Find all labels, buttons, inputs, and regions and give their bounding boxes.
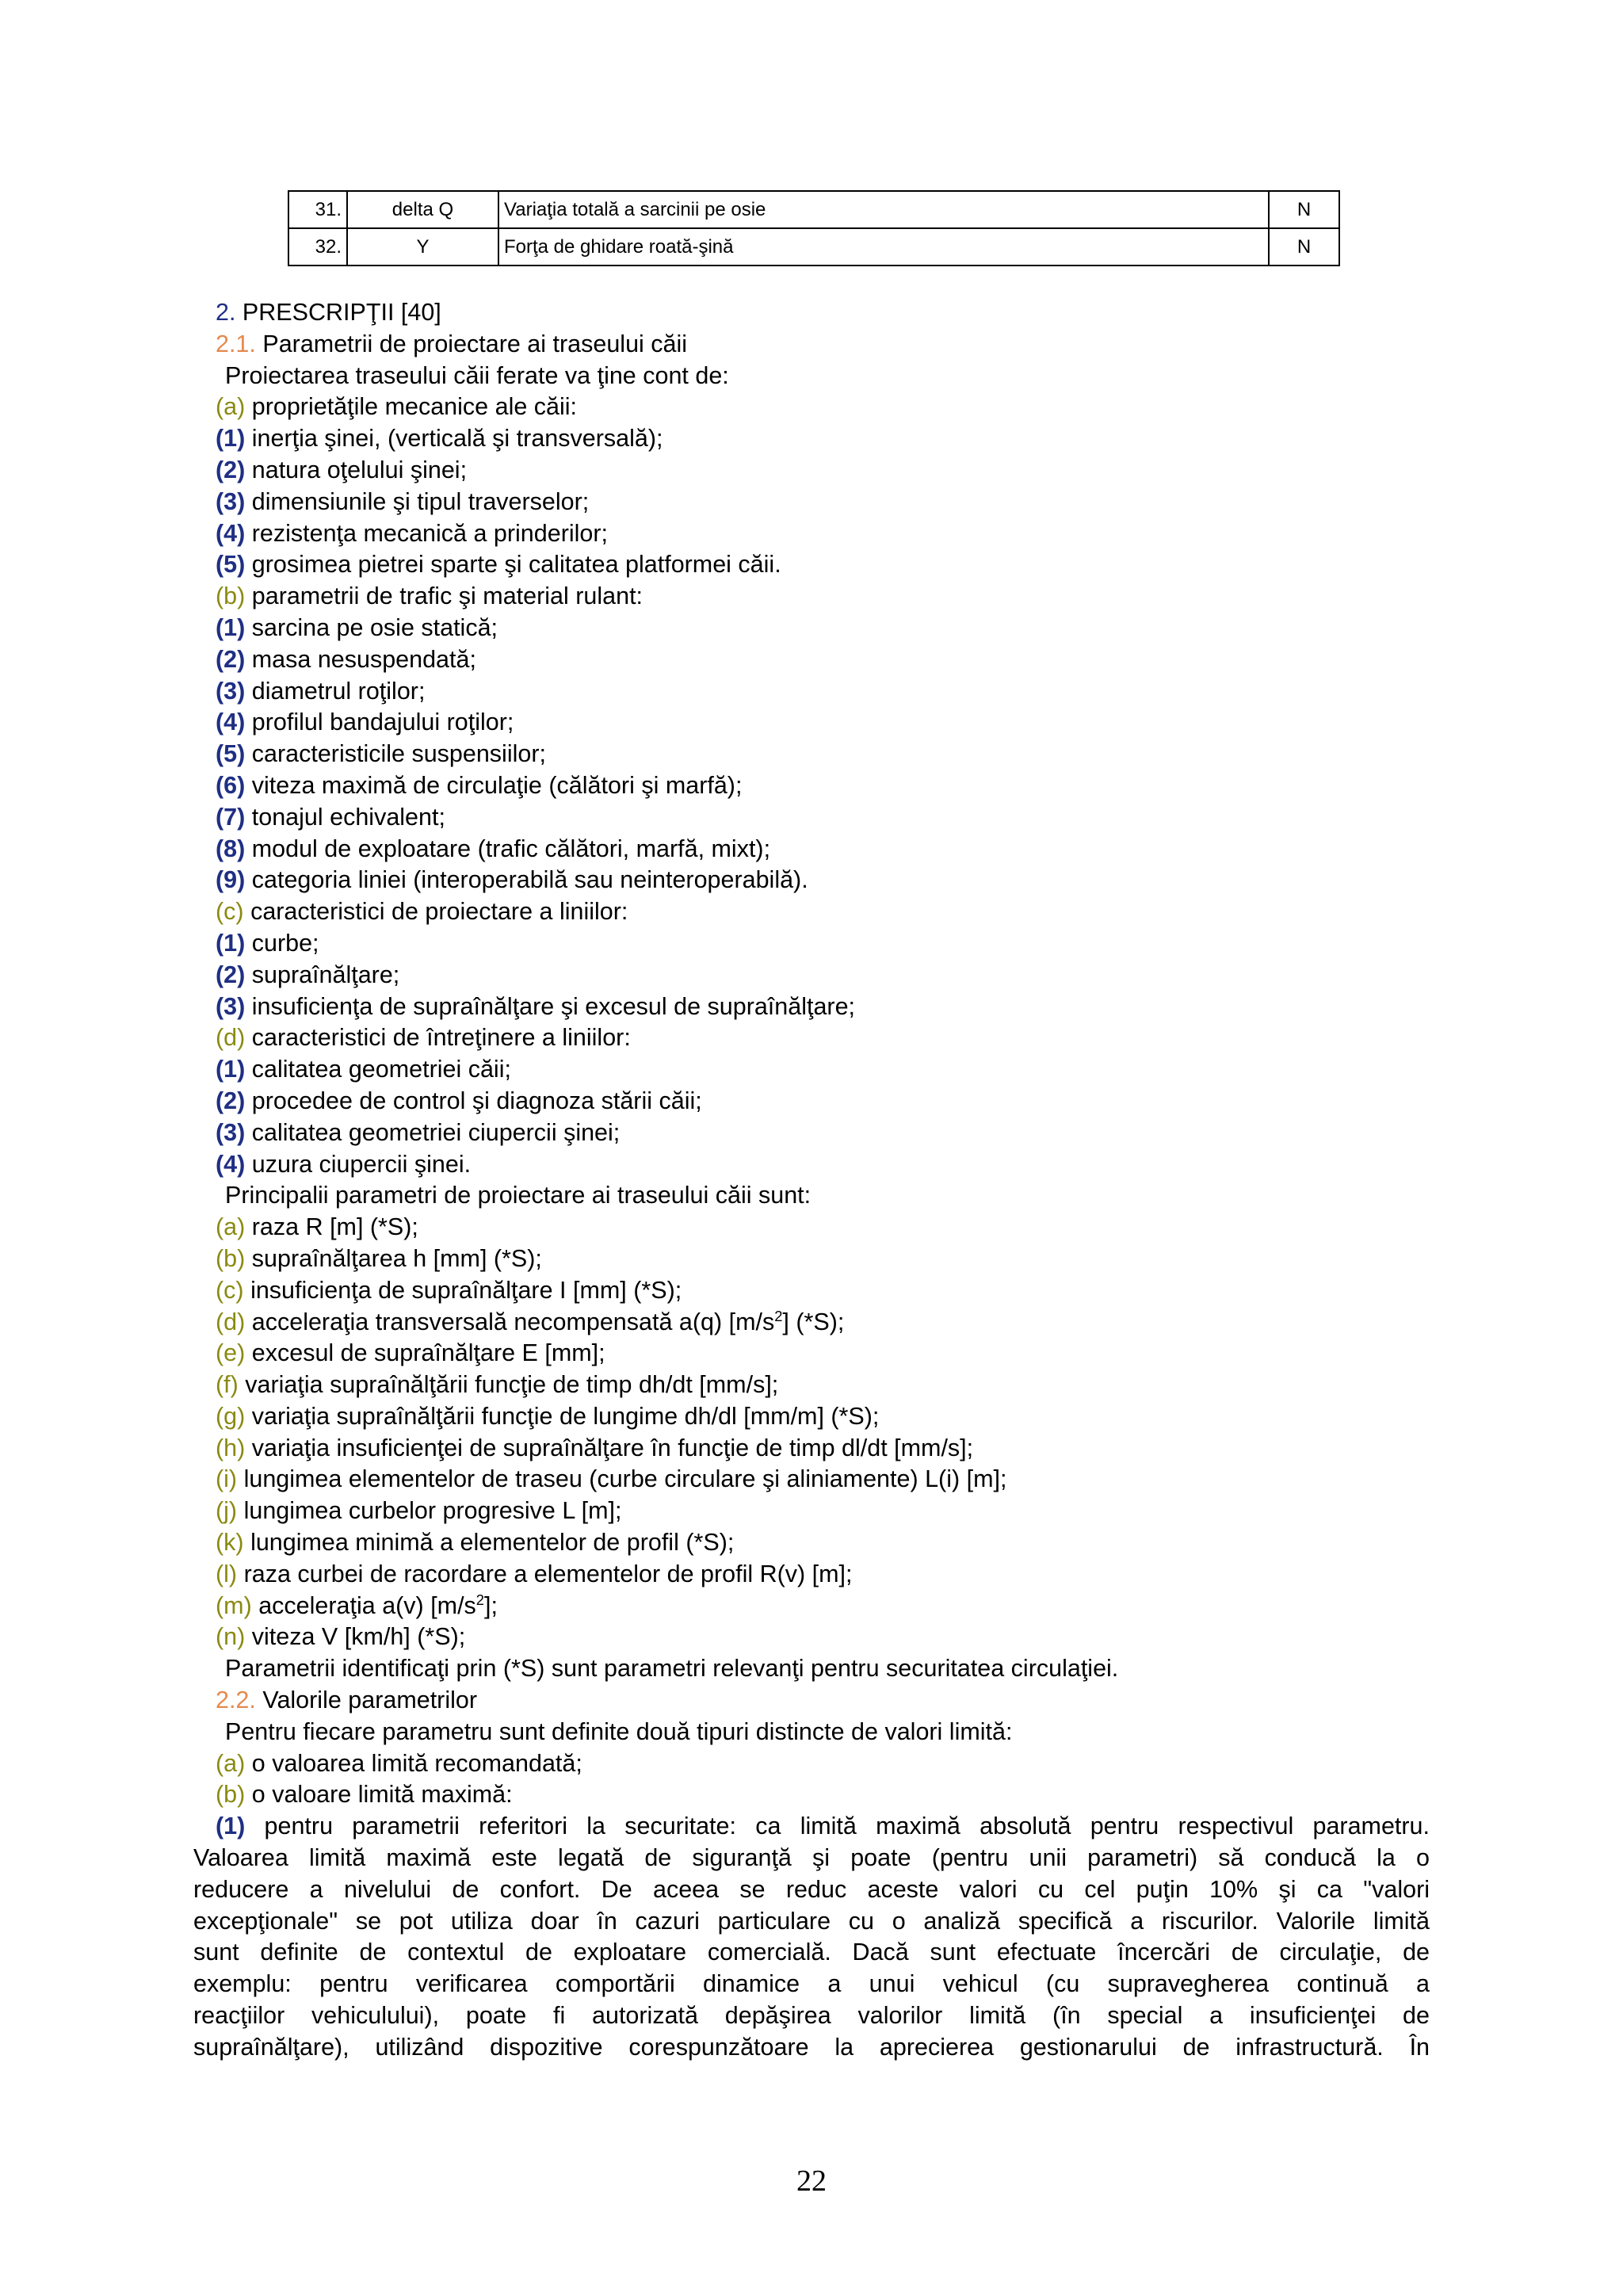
- list-marker: (f): [216, 1371, 239, 1399]
- row-unit: N: [1269, 191, 1339, 228]
- list-marker: (g): [216, 1402, 246, 1430]
- list-marker: (4): [216, 709, 246, 736]
- list-text: variaţia supraînălţării funcţie de lungime dh/dl [mm/m] (*S);: [251, 1402, 880, 1430]
- list-text: viteza V [km/h] (*S);: [251, 1623, 466, 1651]
- list-marker: (c): [216, 1276, 244, 1304]
- list-marker: (7): [216, 803, 246, 831]
- list-marker: (a): [216, 1749, 246, 1777]
- list-marker: (l): [216, 1560, 238, 1587]
- page-number: 22: [796, 2164, 827, 2198]
- row-symbol: delta Q: [347, 191, 498, 228]
- list-text: acceleraţia a(v) $[m/s^2]$;: [258, 1591, 498, 1619]
- list-item: [216, 1086, 1430, 1117]
- row-description: Forţa de ghidare roată-şină: [498, 228, 1269, 266]
- section-heading: [216, 297, 1430, 329]
- intro-text: Proiectarea traseului căii ferate va ţine cont de:: [225, 361, 729, 389]
- list-text: o valoare limită maximă:: [251, 1781, 513, 1809]
- list-marker: (d): [216, 1308, 246, 1335]
- superscript: 2: [774, 1307, 783, 1324]
- list-marker: (i): [216, 1465, 238, 1493]
- list-text: proprietăţile mecanice ale căii:: [251, 393, 578, 421]
- list-item: [216, 1779, 1430, 1811]
- list-item: [216, 1212, 1430, 1244]
- list-item: [216, 896, 1430, 928]
- list-item: [216, 1433, 1430, 1465]
- list-item: [216, 960, 1430, 991]
- paragraph-line: [216, 1811, 1430, 1843]
- list-marker: (3): [216, 992, 246, 1020]
- list-text: caracteristici de proiectare a liniilor:: [250, 898, 628, 926]
- list-item: [216, 455, 1430, 487]
- list-marker: (2): [216, 645, 246, 673]
- list-text: lungimea elementelor de traseu (curbe circulare şi aliniamente) L(i) [m];: [243, 1465, 1007, 1493]
- list-marker: (e): [216, 1339, 246, 1367]
- list-text: o valoarea limită recomandată;: [251, 1749, 582, 1777]
- list-text: lungimea curbelor progresive L [m];: [243, 1497, 622, 1525]
- subsection-number: 2.1.: [216, 330, 256, 357]
- list-item: [216, 1559, 1430, 1591]
- subsection-heading: [216, 1685, 1430, 1717]
- list-marker: (1): [216, 613, 246, 641]
- list-item: [216, 1117, 1430, 1149]
- subsection-number: 2.2.: [216, 1687, 256, 1714]
- list-marker: (b): [216, 1244, 246, 1272]
- list-item: [216, 865, 1430, 896]
- list-item: [216, 1591, 1430, 1622]
- paragraph-line: exemplu: pentru verificarea comportării dinamice a unui vehicul (cu supravegherea continuă a: [193, 1970, 1430, 1998]
- subsection-title: Valorile parametrilor: [262, 1687, 478, 1714]
- list-marker: (a): [216, 393, 246, 421]
- list-marker: (h): [216, 1434, 246, 1461]
- list-item: [216, 991, 1430, 1023]
- list-text: lungimea minimă a elementelor de profil (*S);: [250, 1529, 735, 1557]
- list-text: parametrii de trafic şi material rulant:: [251, 583, 643, 610]
- list-item: [216, 739, 1430, 770]
- list-text: caracteristicile suspensiilor;: [251, 740, 546, 768]
- list-marker: (1): [216, 929, 246, 957]
- list-item: [216, 834, 1430, 865]
- list-item: [216, 1527, 1430, 1559]
- list-item: [216, 1022, 1430, 1054]
- list-text: diametrul roţilor;: [251, 677, 426, 705]
- list-text: calitatea geometriei ciupercii şinei;: [251, 1118, 621, 1146]
- subsection-title: Parametrii de proiectare ai traseului căii: [262, 330, 688, 357]
- parameters-table: [288, 190, 1340, 266]
- list-text: raza R [m] (*S);: [251, 1213, 418, 1241]
- list-item: [216, 1307, 1430, 1339]
- list-item: [216, 581, 1430, 613]
- list-marker: (n): [216, 1623, 246, 1651]
- list-item: [216, 1622, 1430, 1653]
- list-text: variaţia insuficienţei de supraînălţare în funcţie de timp dl/dt [mm/s];: [251, 1434, 974, 1461]
- list-text: masa nesuspendată;: [251, 645, 476, 673]
- list-text: supraînălţarea h [mm] (*S);: [251, 1244, 542, 1272]
- list-item: [216, 1464, 1430, 1496]
- list-item: [216, 392, 1430, 423]
- list-marker: (1): [216, 1056, 246, 1083]
- list-text: caracteristici de întreţinere a liniilor:: [251, 1024, 631, 1052]
- list-item: [216, 487, 1430, 518]
- list-item: [216, 1244, 1430, 1275]
- list-text: curbe;: [251, 929, 319, 957]
- list-marker: (c): [216, 898, 244, 926]
- list-item: [216, 613, 1430, 644]
- paragraph-line: excepţionale" se pot utiliza doar în cazuri particulare cu o analiză specifică a riscurilor. Valorile limită: [193, 1907, 1430, 1935]
- table-row: [288, 228, 1339, 266]
- section-title: PRESCRIPŢII [40]: [242, 299, 441, 326]
- list-text: acceleraţia transversală necompensată a(q) $[m/s^2]$ (*S);: [251, 1307, 845, 1335]
- paragraph-text: pentru parametrii referitori la securitate: ca limită maximă absolută pentru respectivul parametru.: [264, 1813, 1430, 1840]
- list-text: dimensiunile şi tipul traverselor;: [251, 487, 590, 515]
- list-item: [216, 1370, 1430, 1401]
- list-text: calitatea geometriei căii;: [251, 1056, 511, 1083]
- list-item: [216, 770, 1430, 802]
- list-text: categoria liniei (interoperabilă sau neinteroperabilă).: [251, 866, 808, 894]
- list-item: [216, 1748, 1430, 1780]
- list-item: [216, 1338, 1430, 1370]
- list-item: [216, 707, 1430, 739]
- row-description: Variaţia totală a sarcinii pe osie: [498, 191, 1269, 228]
- list-marker: (m): [216, 1591, 252, 1619]
- list-marker: (3): [216, 487, 246, 515]
- intro-text: Principalii parametri de proiectare ai traseului căii sunt:: [225, 1182, 812, 1209]
- list-marker: (j): [216, 1497, 238, 1525]
- list-text: viteza maximă de circulaţie (călători şi marfă);: [251, 771, 743, 799]
- list-text: supraînălţare;: [251, 961, 400, 988]
- list-item: [216, 1054, 1430, 1086]
- list-item: [216, 1401, 1430, 1433]
- list-text: profilul bandajului roţilor;: [251, 709, 514, 736]
- paragraph-line: supraînălţare), utilizând dispozitive corespunzătoare la aprecierea gestionarului de infrastructură. În: [193, 2033, 1430, 2061]
- list-text: insuficienţa de supraînălţare şi excesul de supraînălţare;: [251, 992, 856, 1020]
- list-item: [216, 644, 1430, 676]
- note-text: Parametrii identificaţi prin (*S) sunt parametri relevanţi pentru securitatea circulaţiei.: [225, 1655, 1119, 1683]
- list-item: [216, 1275, 1430, 1307]
- list-text: insuficienţa de supraînălţare I [mm] (*S);: [250, 1276, 682, 1304]
- list-item: [216, 676, 1430, 708]
- paragraph-line: Valoarea limită maximă este legată de siguranţă şi poate (pentru unii parametri) să conducă la o: [193, 1844, 1430, 1872]
- list-marker: (1): [216, 425, 246, 453]
- list-marker: (k): [216, 1529, 244, 1557]
- list-text: uzura ciupercii şinei.: [251, 1150, 472, 1178]
- list-marker: (2): [216, 1087, 246, 1114]
- list-item: [216, 423, 1430, 455]
- paragraph-line: reducere a nivelului de confort. De aceea se reduc aceste valori cu cel puţin 10% şi ca "valori: [193, 1875, 1430, 1903]
- list-marker: (4): [216, 519, 246, 547]
- list-marker: (b): [216, 1781, 246, 1809]
- list-marker: (1): [216, 1813, 246, 1840]
- list-item: [216, 1496, 1430, 1527]
- list-text: tonajul echivalent;: [251, 803, 445, 831]
- superscript: 2: [475, 1591, 484, 1608]
- subsection-heading: [216, 329, 1430, 361]
- list-item: [216, 928, 1430, 960]
- list-text: variaţia supraînălţării funcţie de timp dh/dt [mm/s];: [245, 1371, 779, 1399]
- list-text: natura oţelului şinei;: [251, 456, 468, 483]
- list-text: excesul de supraînălţare E [mm];: [251, 1339, 605, 1367]
- document-body: [193, 297, 1430, 2064]
- list-marker: (5): [216, 740, 246, 768]
- list-item: [216, 518, 1430, 550]
- list-marker: (3): [216, 1118, 246, 1146]
- list-text: raza curbei de racordare a elementelor de profil R(v) [m];: [243, 1560, 853, 1587]
- row-number: 31.: [288, 191, 347, 228]
- list-marker: (2): [216, 456, 246, 483]
- list-marker: (4): [216, 1150, 246, 1178]
- list-item: [216, 802, 1430, 834]
- list-text: rezistenţa mecanică a prinderilor;: [251, 519, 609, 547]
- section-number: 2.: [216, 299, 236, 326]
- table-row: [288, 191, 1339, 228]
- list-item: [216, 1149, 1430, 1181]
- list-marker: (6): [216, 771, 246, 799]
- list-marker: (d): [216, 1024, 246, 1052]
- row-symbol: Y: [347, 228, 498, 266]
- intro-text: Pentru fiecare parametru sunt definite două tipuri distincte de valori limită:: [225, 1717, 1013, 1745]
- row-number: 32.: [288, 228, 347, 266]
- list-marker: (2): [216, 961, 246, 988]
- list-item: [216, 549, 1430, 581]
- list-text: modul de exploatare (trafic călători, marfă, mixt);: [251, 835, 771, 862]
- list-marker: (8): [216, 835, 246, 862]
- list-text: procedee de control şi diagnoza stării căii;: [251, 1087, 702, 1114]
- list-text: grosimea pietrei sparte şi calitatea platformei căii.: [251, 551, 781, 579]
- list-marker: (a): [216, 1213, 246, 1241]
- justified-paragraph: [193, 1811, 1430, 2063]
- paragraph-line: sunt definite de contextul de exploatare comercială. Dacă sunt efectuate încercări de circulaţie, de: [193, 1939, 1430, 1966]
- list-marker: (9): [216, 866, 246, 894]
- list-marker: (5): [216, 551, 246, 579]
- list-text: inerţia şinei, (verticală şi transversală);: [251, 425, 663, 453]
- list-marker: (3): [216, 677, 246, 705]
- list-marker: (b): [216, 583, 246, 610]
- list-text: sarcina pe osie statică;: [251, 613, 498, 641]
- paragraph-line: reacţiilor vehiculului), poate fi autorizată depăşirea valorilor limită (în special a insuficienţei de: [193, 2002, 1430, 2030]
- row-unit: N: [1269, 228, 1339, 266]
